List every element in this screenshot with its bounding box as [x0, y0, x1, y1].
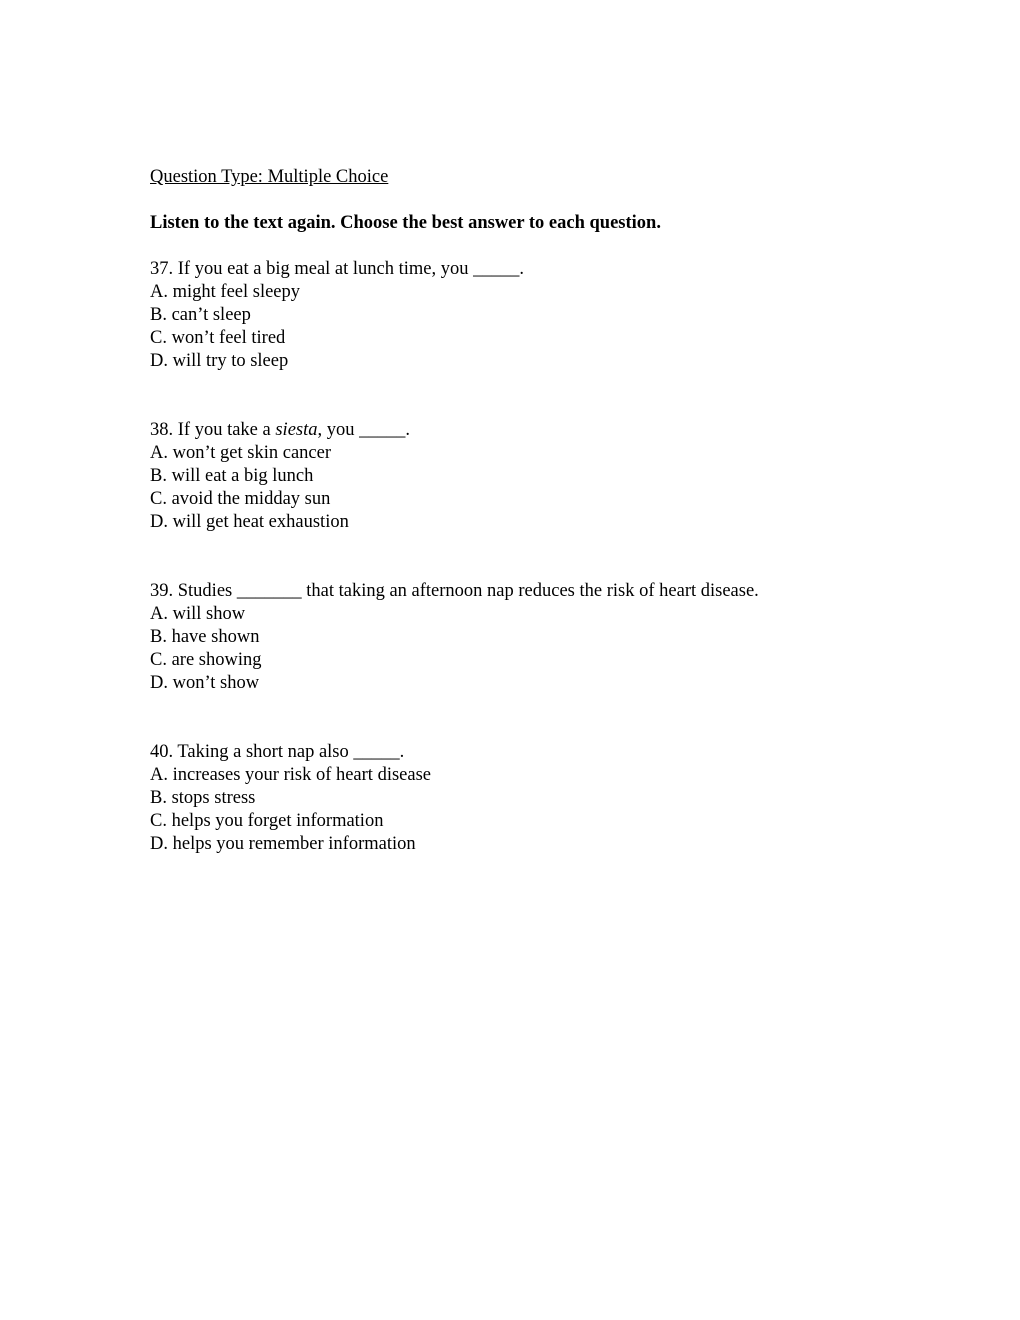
- answer-option-b: B. can’t sleep: [150, 305, 251, 325]
- question-stem: 37. If you eat a big meal at lunch time, you _____.: [150, 259, 525, 279]
- answer-option-a: A. won’t get skin cancer: [150, 443, 332, 463]
- question-stem: 38. If you take a siesta, you _____.: [150, 420, 410, 440]
- question-type-heading: Question Type: Multiple Choice: [150, 167, 389, 187]
- answer-option-c: C. avoid the midday sun: [150, 489, 331, 509]
- answer-option-b: B. stops stress: [150, 788, 256, 808]
- answer-option-a: A. might feel sleepy: [150, 282, 301, 302]
- answer-option-b: B. will eat a big lunch: [150, 466, 314, 486]
- italic-term: siesta: [275, 420, 318, 440]
- answer-option-a: A. increases your risk of heart disease: [150, 765, 431, 785]
- question-38: [150, 419, 950, 534]
- answer-option-c: C. helps you forget information: [150, 811, 384, 831]
- question-40: [150, 741, 950, 856]
- instruction-text: Listen to the text again. Choose the best answer to each question.: [150, 213, 661, 233]
- answer-option-d: D. will try to sleep: [150, 351, 289, 371]
- answer-option-b: B. have shown: [150, 627, 260, 647]
- question-39: [150, 580, 950, 695]
- question-stem: 39. Studies _______ that taking an afternoon nap reduces the risk of heart disease.: [150, 581, 759, 601]
- answer-option-c: C. won’t feel tired: [150, 328, 286, 348]
- answer-option-d: D. will get heat exhaustion: [150, 512, 349, 532]
- answer-option-a: A. will show: [150, 604, 246, 624]
- answer-option-d: D. helps you remember information: [150, 834, 416, 854]
- question-stem: 40. Taking a short nap also _____.: [150, 742, 405, 762]
- document-page: [150, 166, 950, 856]
- question-37: [150, 258, 950, 373]
- answer-option-c: C. are showing: [150, 650, 262, 670]
- answer-option-d: D. won’t show: [150, 673, 260, 693]
